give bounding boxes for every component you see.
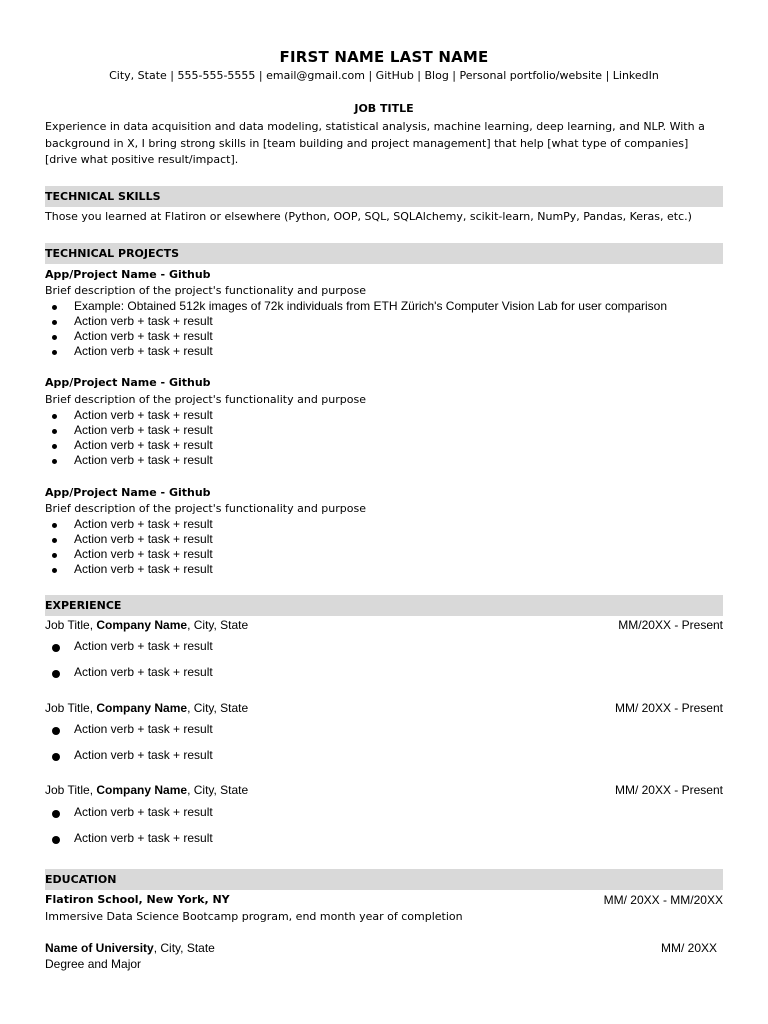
section-heading-experience: EXPERIENCE <box>45 595 723 616</box>
section-heading-technical-projects: TECHNICAL PROJECTS <box>45 243 723 264</box>
school-name: Flatiron School, New York, NY <box>45 893 230 906</box>
bullet-icon <box>52 644 60 652</box>
project-description: Brief description of the project's functionality and purpose <box>45 502 366 515</box>
company-name: Company Name <box>96 701 188 715</box>
contact-line: City, State | 555-555-5555 | email@gmail.com | GitHub | Blog | Personal portfolio/website | LinkedIn <box>109 69 659 82</box>
summary-paragraph: Experience in data acquisition and data modeling, statistical analysis, machine learning, deep learning, and NLP. With a background in X, I bring strong skills in [team building and project management] that help [what type of companies] [drive what positive result/impact]. <box>45 120 705 166</box>
education-dates: MM/ 20XX <box>660 941 717 955</box>
university-name: Name of University <box>45 941 154 955</box>
bullet-icon <box>52 670 60 678</box>
bullet-icon <box>52 305 57 310</box>
bullet-icon <box>52 523 57 528</box>
company-name: Company Name <box>96 783 188 797</box>
bullet-icon <box>52 350 57 355</box>
bullet-icon <box>52 727 60 735</box>
bullet-icon <box>52 568 57 573</box>
section-heading-technical-skills: TECHNICAL SKILLS <box>45 186 723 207</box>
experience-title: Job Title, Company Name, City, State <box>45 783 249 797</box>
bullet-icon <box>52 429 57 434</box>
skills-text: Those you learned at Flatiron or elsewhere (Python, OOP, SQL, SQLAlchemy, scikit-learn, NumPy, Pandas, Keras, etc.) <box>45 210 692 223</box>
bullet-icon <box>52 335 57 340</box>
bullet-icon <box>52 553 57 558</box>
university-line: Name of University, City, State <box>45 941 215 955</box>
section-heading-education: EDUCATION <box>45 869 723 890</box>
bullet-icon <box>52 836 60 844</box>
experience-title: Job Title, Company Name, City, State <box>45 701 249 715</box>
project-name: App/Project Name - Github <box>45 268 211 281</box>
bullet-icon <box>52 320 57 325</box>
bullet-icon <box>52 538 57 543</box>
bullet-icon <box>52 753 60 761</box>
candidate-name: FIRST NAME LAST NAME <box>279 48 489 66</box>
experience-dates: MM/ 20XX - Present <box>614 783 723 797</box>
project-description: Brief description of the project's functionality and purpose <box>45 284 366 297</box>
experience-dates: MM/ 20XX - Present <box>614 701 723 715</box>
company-name: Company Name <box>96 618 188 632</box>
bullet-icon <box>52 810 60 818</box>
bullet-icon <box>52 444 57 449</box>
project-description: Brief description of the project's functionality and purpose <box>45 393 366 406</box>
degree-major: Degree and Major <box>45 957 142 971</box>
job-title: JOB TITLE <box>354 102 414 115</box>
experience-dates: MM/20XX - Present <box>618 618 723 632</box>
project-name: App/Project Name - Github <box>45 376 211 389</box>
education-dates: MM/ 20XX - MM/20XX <box>603 893 723 907</box>
bullet-icon <box>52 414 57 419</box>
education-detail: Immersive Data Science Bootcamp program, end month year of completion <box>45 910 463 923</box>
project-name: App/Project Name - Github <box>45 486 211 499</box>
bullet-icon <box>52 459 57 464</box>
experience-title: Job Title, Company Name, City, State <box>45 618 249 632</box>
